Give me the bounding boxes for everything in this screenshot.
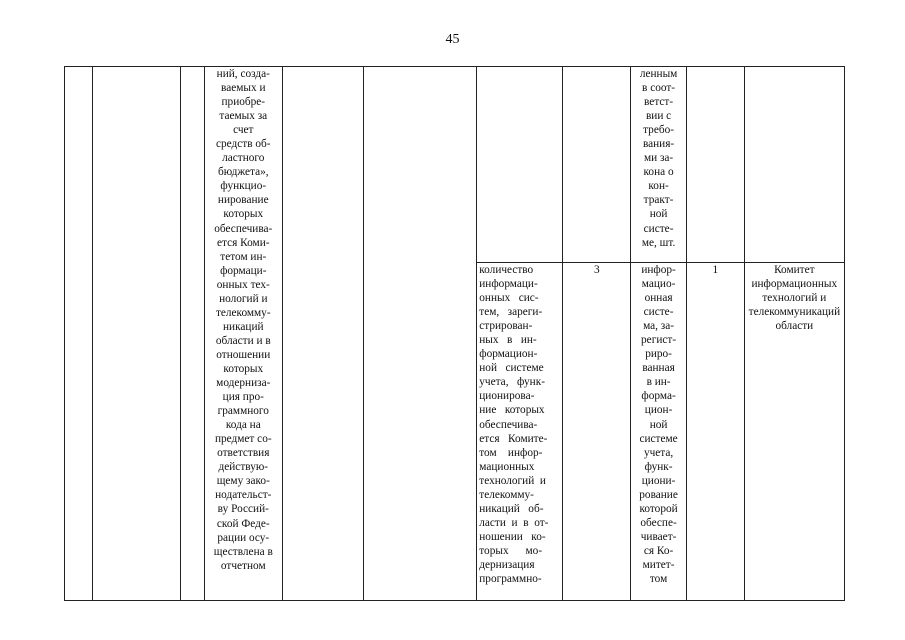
text-line: щему зако- [216,475,270,488]
text-line: ваемых и [221,82,266,95]
text-line: средств об- [216,138,271,151]
responsible-executor: Комитет информационных технологий и телекоммуникаций области [748,264,841,333]
table-cell-col7 [477,67,563,263]
text-line: предмет со- [214,433,272,446]
text-line: отношении [216,348,271,361]
plan-value: 3 [593,264,600,276]
text-line: ся Ко- [643,544,674,557]
text-line: модерниза- [216,377,271,390]
indicator-text [479,263,560,586]
text-line: цион- [644,404,673,417]
fact-value: 1 [712,264,719,276]
text-line: кон- [648,180,669,193]
table-cell-col8 [563,67,631,263]
report-table [64,66,845,601]
text-line: ме, шт. [641,236,676,249]
text-line: бюджета», [217,166,269,179]
text-line: том инфор- [479,446,543,459]
responsible-cell [744,263,844,601]
table-cell-col1 [65,67,93,601]
text-line: тракт- [643,194,674,207]
fact-value-cell [686,263,744,601]
text-line: никаций [223,320,264,333]
text-line: в соот- [642,82,676,95]
text-line: ние которых [479,404,545,417]
text-line: функцио- [220,180,267,193]
text-line: том [649,573,668,586]
text-line: ву Россий- [217,503,269,516]
text-line: систе- [643,306,674,319]
text-line: тетом ин- [220,250,267,263]
text-line: ция про- [222,391,264,404]
text-line: которой [639,502,678,515]
text-line: тем, зареги- [479,306,543,319]
program-description-cell [204,67,282,601]
table-cell-col2 [93,67,181,601]
text-line: системе [639,432,678,445]
text-line: инфор- [641,264,676,276]
text-line: которых [223,362,264,375]
text-line: никаций об- [479,502,544,515]
unit-text-top [633,67,684,250]
text-line: нологий и [219,292,268,305]
text-line: ма, за- [643,320,675,333]
text-line: ной системе [479,362,544,375]
text-line: ной [649,208,668,221]
text-line: счет [233,124,254,137]
table-cell-col10 [686,67,744,263]
unit-cell-top [631,67,687,263]
text-line: циони- [641,474,676,487]
text-line: ционирова- [479,390,535,403]
text-line: риро- [645,348,672,361]
text-line: ответствия [217,447,270,460]
text-line: кона о [643,166,674,179]
text-line: рации осу- [217,531,270,544]
text-line: ванная [642,362,675,375]
text-line: стрирован- [479,320,533,333]
text-line: рование [639,488,678,501]
page-number: 45 [445,32,460,47]
text-line: торых мо- [479,544,543,557]
text-line: регист- [641,334,677,347]
text-line: функ- [644,460,673,473]
unit-text [633,263,684,586]
table-cell-col6 [363,67,476,601]
text-line: в ин- [646,376,671,389]
text-line: ластного [222,152,265,165]
table-cell-col11 [744,67,844,263]
text-line: ленным [639,68,678,80]
text-line: форма- [641,390,676,403]
table-row [65,67,845,263]
text-line: обеспечива- [479,418,538,431]
text-line: ний, созда- [216,68,270,80]
unit-cell [631,263,687,601]
text-line: нирование [217,194,269,207]
text-line: ной [649,418,668,431]
text-line: нодательст- [215,489,272,502]
text-line: граммного [217,405,269,418]
indicator-cell [477,263,563,601]
plan-value-cell [563,263,631,601]
text-line: ных в ин- [479,334,537,347]
text-line: приобре- [221,96,266,109]
text-line: ществлена в [213,545,273,558]
text-line: действую- [218,461,269,474]
text-line: отчетном [220,559,266,572]
text-line: требо- [643,124,675,137]
text-line: систе- [643,222,674,235]
text-line: телекомму- [479,488,534,501]
table-cell-col5 [282,67,363,601]
text-line: онных тех- [216,278,270,291]
text-line: учета, [643,446,674,459]
text-line: ется Коми- [217,236,270,249]
text-line: телекомму- [215,306,271,319]
text-line: митет- [642,558,675,571]
text-line: формаци- [220,264,267,277]
text-line: которых [223,208,264,221]
text-line: ми за- [643,152,674,165]
text-line: формацион- [479,348,538,361]
text-line: кода на [225,419,261,432]
text-line: дернизация [479,558,535,571]
text-line: обеспе- [640,516,677,529]
text-line: онная [644,292,673,305]
text-line: области и в [215,334,271,347]
text-line: технологий и [479,474,546,487]
text-line: мацио- [641,278,676,291]
text-line: ется Комите- [479,432,548,445]
text-line: вания- [642,138,675,151]
text-line: ношении ко- [479,530,546,543]
text-line: ветст- [644,96,674,109]
table-cell-col3 [181,67,204,601]
text-line: вии с [645,110,672,123]
text-line: обеспечива- [214,222,273,235]
text-line: ласти и в от- [479,516,549,529]
text-line: ской Феде- [216,517,270,530]
text-line: количество [479,264,534,276]
text-line: информаци- [479,278,538,291]
program-description-text [207,67,280,573]
text-line: чивает- [640,530,677,543]
text-line: учета, функ- [479,376,545,389]
text-line: онных сис- [479,292,539,305]
text-line: программно- [479,573,542,586]
text-line: таемых за [219,110,268,123]
text-line: мационных [479,460,535,473]
